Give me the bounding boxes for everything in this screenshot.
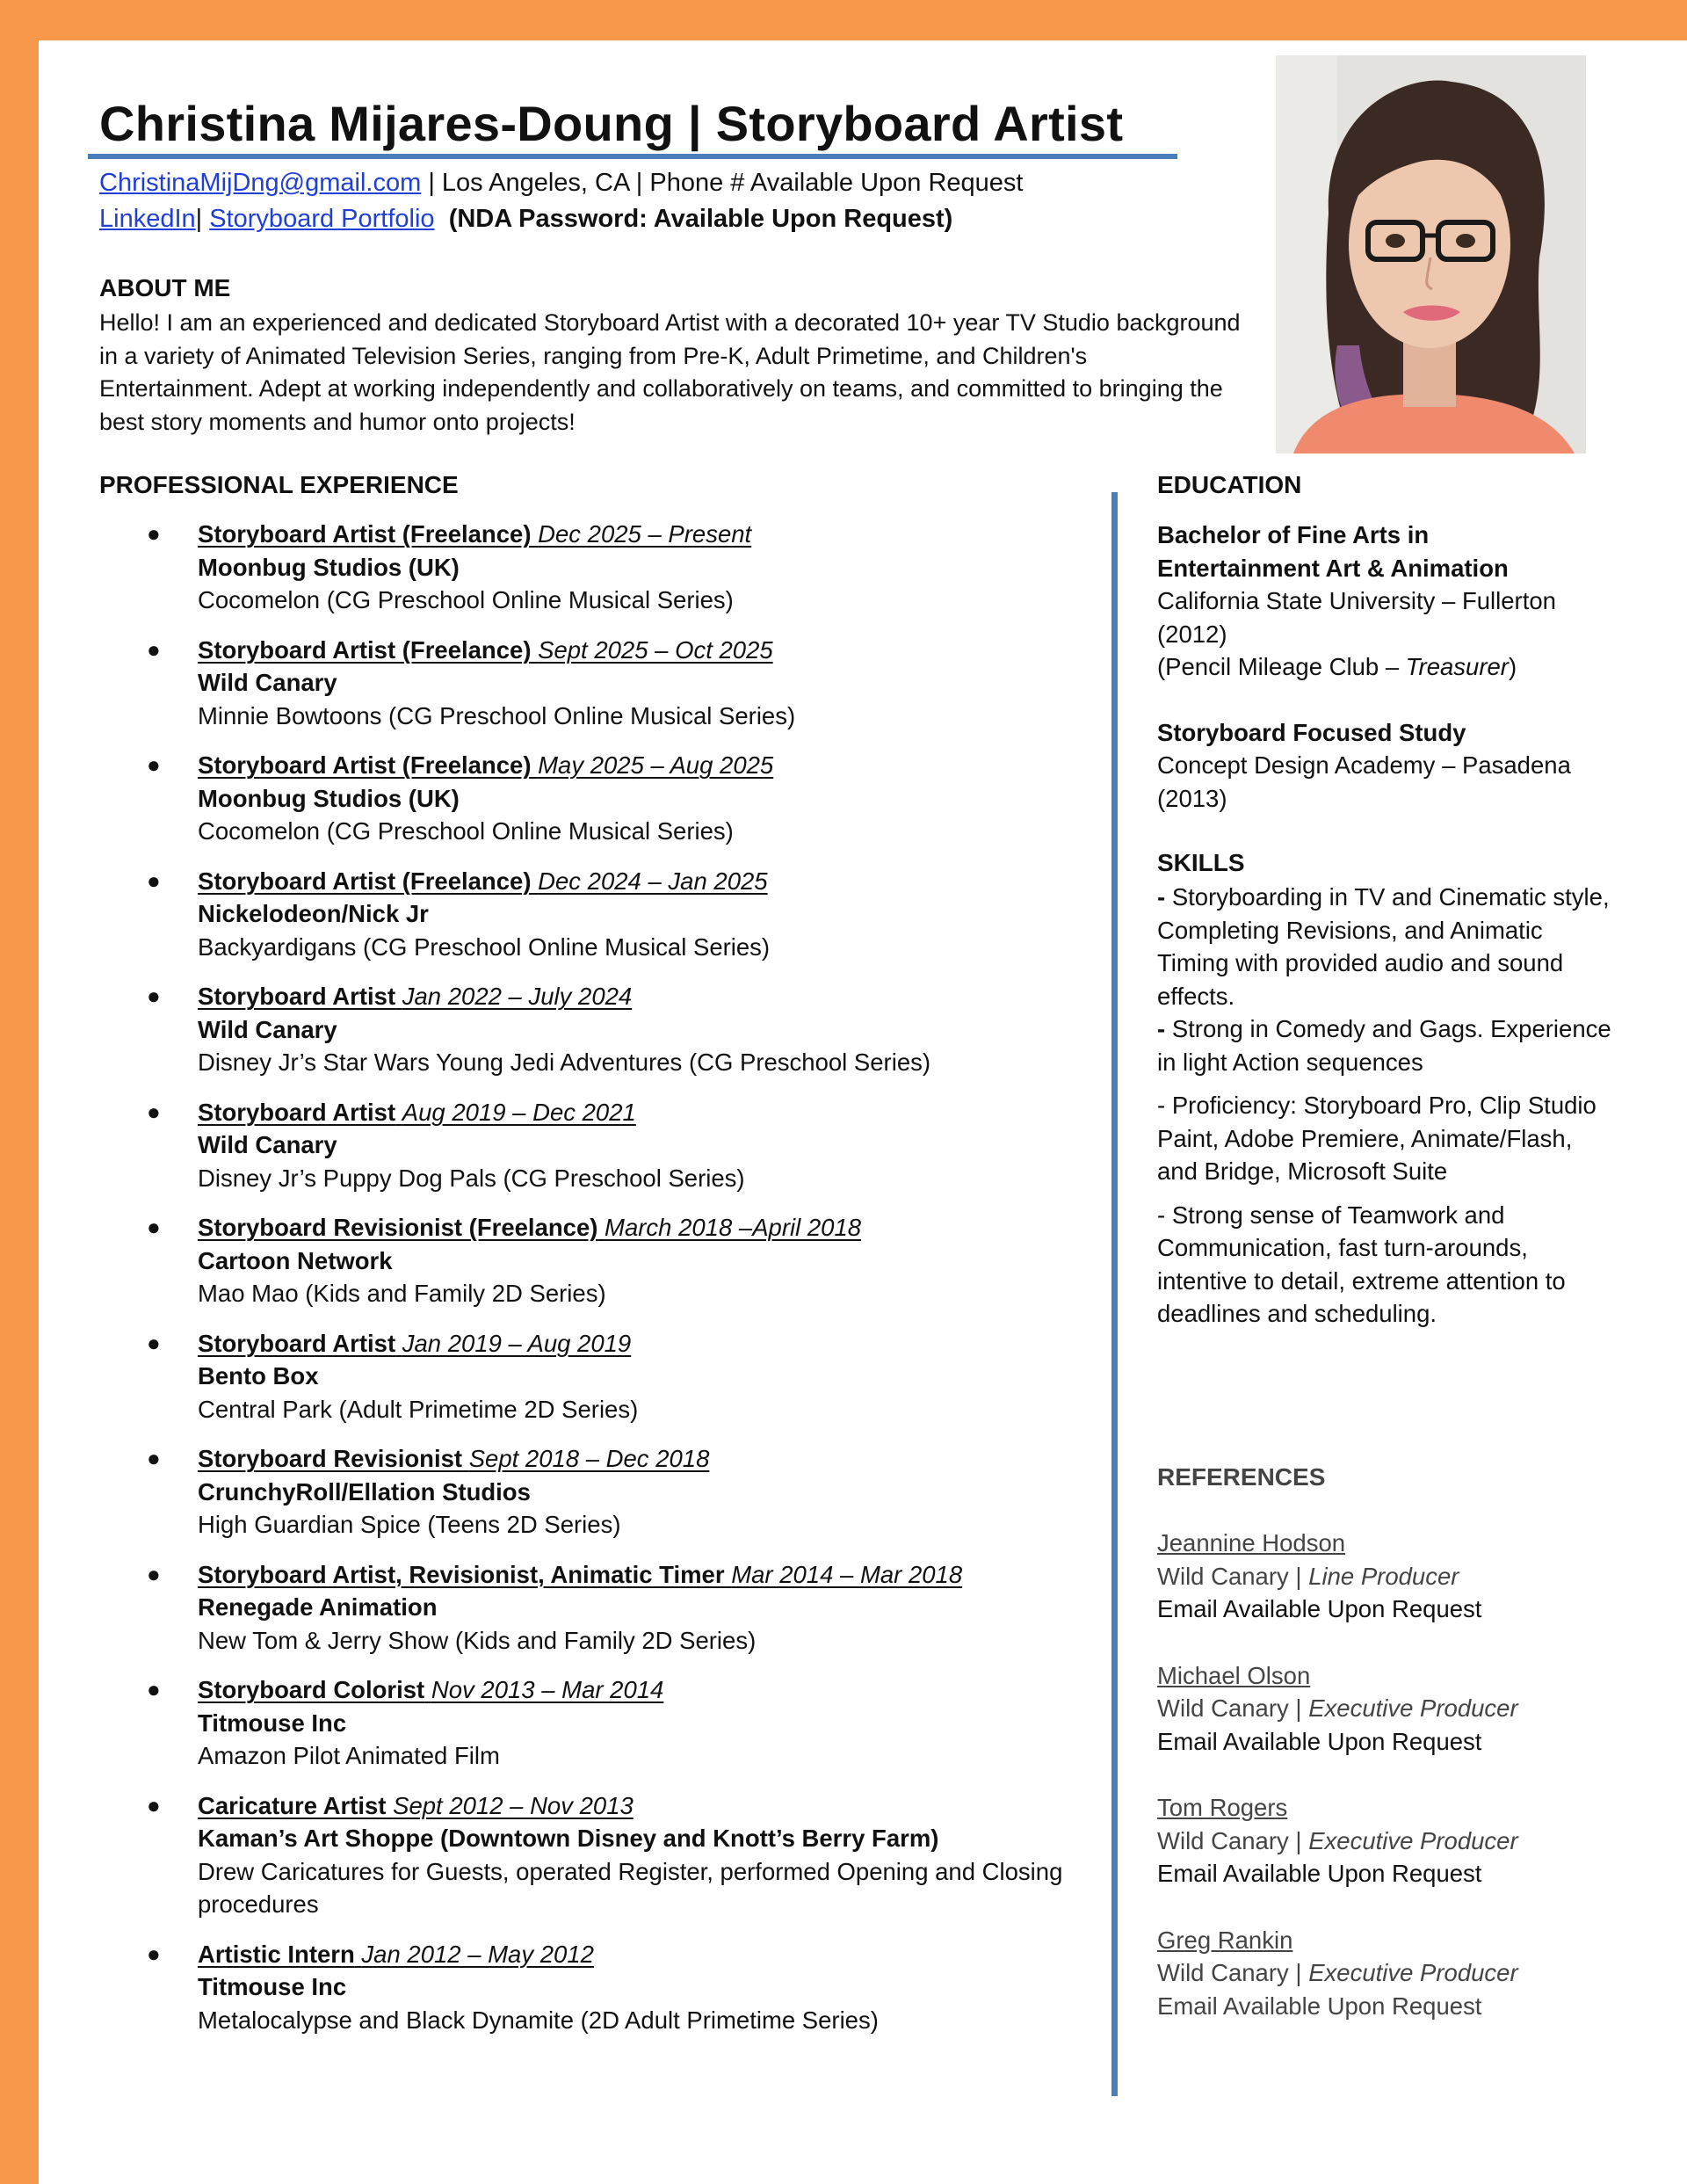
job-company: Kaman’s Art Shoppe (Downtown Disney and Knott’s Berry Farm)	[198, 1825, 939, 1852]
job-project: Disney Jr’s Puppy Dog Pals (CG Preschool Series)	[198, 1164, 745, 1192]
bullet-icon: ●	[147, 520, 161, 547]
bullet-icon: ●	[147, 983, 161, 1009]
name-underline-rule	[88, 154, 1177, 159]
reference-contact: Email Available Upon Request	[1157, 1860, 1482, 1887]
job-company: Wild Canary	[198, 1131, 337, 1158]
job-dates: Dec 2025 – Present	[538, 520, 752, 548]
column-divider	[1111, 492, 1118, 2096]
experience-heading: PROFESSIONAL EXPERIENCE	[99, 471, 459, 498]
references-block	[1157, 1527, 1614, 2022]
job-company: Renegade Animation	[198, 1593, 438, 1621]
reference-role: Line Producer	[1308, 1562, 1459, 1590]
reference-item: Michael Olson Wild Canary | Executive Producer Email Available Upon Request	[1157, 1659, 1614, 1759]
experience-item	[99, 1096, 1110, 1195]
job-company: Bento Box	[198, 1362, 319, 1389]
reference-name: Jeannine Hodson	[1157, 1529, 1346, 1556]
job-company: Wild Canary	[198, 669, 337, 696]
job-role: Storyboard Artist	[198, 983, 396, 1010]
job-project: Amazon Pilot Animated Film	[198, 1742, 500, 1769]
linkedin-link[interactable]: LinkedIn	[99, 205, 196, 233]
job-role: Storyboard Artist, Revisionist, Animatic Timer	[198, 1560, 725, 1588]
experience-item	[99, 1789, 1110, 1921]
job-dates: Dec 2024 – Jan 2025	[538, 867, 768, 895]
job-role: Storyboard Artist	[198, 1329, 396, 1357]
skill-item: - Strong sense of Teamwork and Communication, fast turn-arounds, intentive to detail, extreme attention to deadlines and scheduling.	[1157, 1201, 1566, 1327]
email-link[interactable]: ChristinaMijDng@gmail.com	[99, 169, 422, 197]
job-project: Disney Jr’s Star Wars Young Jedi Adventures (CG Preschool Series)	[198, 1048, 931, 1076]
experience-item	[99, 518, 1110, 617]
job-role: Storyboard Artist (Freelance)	[198, 751, 532, 779]
reference-name: Tom Rogers	[1157, 1794, 1288, 1821]
references-heading: REFERENCES	[1157, 1463, 1326, 1491]
experience-item	[99, 1442, 1110, 1542]
experience-item	[99, 749, 1110, 848]
job-company: Titmouse Inc	[198, 1973, 347, 2000]
bullet-icon: ●	[147, 1940, 161, 1967]
about-body: Hello! I am an experienced and dedicated Storyboard Artist with a decorated 10+ year TV Studio background in a variety of Animated Television Series, ranging from Pre-K, Adult Primetime, and Children's Entertainment. Adept at working independently and collaboratively on teams, and committed to bringing the best story moments and humor onto projects!	[99, 309, 1241, 435]
bullet-icon: ●	[147, 1560, 161, 1587]
contact-block	[99, 165, 1024, 237]
job-role: Storyboard Artist (Freelance)	[198, 867, 532, 895]
skill-item: - Storyboarding in TV and Cinematic style, Completing Revisions, and Animatic Timing with provided audio and sound effects.	[1157, 883, 1610, 1010]
job-project: Drew Caricatures for Guests, operated Register, performed Opening and Closing procedures	[198, 1857, 1063, 1918]
bullet-icon: ●	[147, 1791, 161, 1818]
bullet-icon: ●	[147, 635, 161, 663]
graduation-year: (2012)	[1157, 620, 1227, 648]
experience-list	[99, 518, 1110, 2053]
reference-role: Executive Producer	[1308, 1959, 1518, 1986]
job-project: Cocomelon (CG Preschool Online Musical Series)	[198, 817, 734, 845]
reference-item: Jeannine Hodson Wild Canary | Line Producer Email Available Upon Request	[1157, 1527, 1614, 1626]
profile-photo	[1276, 55, 1586, 453]
job-company: Moonbug Studios (UK)	[198, 553, 460, 581]
job-project: Cocomelon (CG Preschool Online Musical Series)	[198, 586, 734, 613]
reference-item: Greg Rankin Wild Canary | Executive Producer Email Available Upon Request	[1157, 1924, 1614, 2023]
job-dates: Sept 2025 – Oct 2025	[538, 635, 773, 664]
nda-note: (NDA Password: Available Upon Request)	[448, 205, 953, 233]
job-role: Artistic Intern	[198, 1940, 355, 1968]
job-dates: Nov 2013 – Mar 2014	[431, 1676, 664, 1703]
skills-heading: SKILLS	[1157, 849, 1245, 876]
reference-contact: Email Available Upon Request	[1157, 1595, 1482, 1622]
bullet-icon: ●	[147, 1214, 161, 1240]
bullet-icon: ●	[147, 867, 161, 894]
study-school: Concept Design Academy – Pasadena	[1157, 751, 1571, 779]
job-project: Central Park (Adult Primetime 2D Series)	[198, 1395, 639, 1423]
experience-item	[99, 980, 1110, 1079]
candidate-name: Christina Mijares-Doung | Storyboard Artist	[99, 96, 1124, 151]
experience-item	[99, 1327, 1110, 1426]
portfolio-link[interactable]: Storyboard Portfolio	[209, 205, 435, 233]
job-project: Mao Mao (Kids and Family 2D Series)	[198, 1280, 606, 1307]
club-role: Treasurer	[1405, 653, 1509, 680]
link-separator: |	[195, 205, 210, 233]
job-dates: May 2025 – Aug 2025	[538, 751, 774, 779]
study-title: Storyboard Focused Study	[1157, 718, 1466, 746]
experience-item	[99, 1558, 1110, 1658]
bullet-icon: ●	[147, 1329, 161, 1356]
skill-item: - Proficiency: Storyboard Pro, Clip Studio Paint, Adobe Premiere, Animate/Flash, and Bridge, Microsoft Suite	[1157, 1092, 1596, 1185]
bullet-icon: ●	[147, 1098, 161, 1125]
job-company: Wild Canary	[198, 1015, 337, 1043]
reference-role: Executive Producer	[1308, 1826, 1518, 1854]
job-dates: Aug 2019 – Dec 2021	[402, 1098, 636, 1126]
skill-item: - Strong in Comedy and Gags. Experience in light Action sequences	[1157, 1015, 1611, 1076]
experience-item	[99, 1673, 1110, 1773]
job-role: Storyboard Revisionist (Freelance)	[198, 1214, 598, 1241]
job-company: CrunchyRoll/Ellation Studios	[198, 1477, 531, 1506]
job-project: Metalocalypse and Black Dynamite (2D Adult Primetime Series)	[198, 2006, 879, 2034]
job-project: Backyardigans (CG Preschool Online Musical Series)	[198, 932, 771, 961]
job-role: Caricature Artist	[198, 1791, 387, 1819]
job-project: New Tom & Jerry Show (Kids and Family 2D Series)	[198, 1626, 757, 1654]
education-block	[1157, 519, 1614, 815]
job-company: Moonbug Studios (UK)	[198, 784, 460, 812]
job-company: Cartoon Network	[198, 1246, 393, 1274]
experience-item	[99, 1211, 1110, 1310]
experience-item	[99, 634, 1110, 733]
job-company: Nickelodeon/Nick Jr	[198, 900, 429, 927]
job-dates: Jan 2019 – Aug 2019	[402, 1329, 632, 1357]
reference-contact: Email Available Upon Request	[1157, 1727, 1482, 1755]
location-phone: | Los Angeles, CA | Phone # Available Upon Request	[421, 169, 1024, 197]
experience-item	[99, 1938, 1110, 2037]
school-name: California State University – Fullerton	[1157, 587, 1556, 614]
skills-block	[1157, 881, 1614, 1331]
education-heading: EDUCATION	[1157, 471, 1302, 498]
job-project: High Guardian Spice (Teens 2D Series)	[198, 1511, 621, 1538]
reference-name: Greg Rankin	[1157, 1926, 1293, 1954]
degree-line-2: Entertainment Art & Animation	[1157, 554, 1509, 582]
job-dates: March 2018 –April 2018	[605, 1214, 862, 1241]
bullet-icon: ●	[147, 751, 161, 778]
bullet-icon: ●	[147, 1676, 161, 1702]
reference-name: Michael Olson	[1157, 1661, 1311, 1689]
job-role: Storyboard Artist (Freelance)	[198, 635, 532, 664]
experience-item	[99, 865, 1110, 964]
degree-line-1: Bachelor of Fine Arts in	[1157, 521, 1430, 548]
job-dates: Mar 2014 – Mar 2018	[731, 1560, 963, 1588]
job-project: Minnie Bowtoons (CG Preschool Online Musical Series)	[198, 701, 796, 729]
reference-item: Tom Rogers Wild Canary | Executive Producer Email Available Upon Request	[1157, 1791, 1614, 1890]
job-role: Storyboard Colorist	[198, 1676, 425, 1703]
job-role: Storyboard Revisionist	[198, 1445, 463, 1472]
job-company: Titmouse Inc	[198, 1709, 347, 1737]
contact-line-1	[99, 165, 1024, 201]
reference-contact: Email Available Upon Request	[1157, 1992, 1482, 2020]
reference-role: Executive Producer	[1308, 1694, 1518, 1722]
study-year: (2013)	[1157, 784, 1227, 812]
contact-line-2	[99, 201, 1024, 237]
job-role: Storyboard Artist	[198, 1098, 396, 1126]
portrait-illustration	[1276, 55, 1586, 453]
about-heading: ABOUT ME	[99, 274, 231, 301]
job-dates: Jan 2012 – May 2012	[361, 1940, 594, 1968]
bullet-icon: ●	[147, 1445, 161, 1471]
job-dates: Sept 2018 – Dec 2018	[468, 1445, 710, 1472]
job-dates: Sept 2012 – Nov 2013	[393, 1791, 634, 1819]
job-role: Storyboard Artist (Freelance)	[198, 520, 532, 548]
job-dates: Jan 2022 – July 2024	[402, 983, 633, 1010]
club-line: (Pencil Mileage Club – Treasurer)	[1157, 653, 1517, 680]
